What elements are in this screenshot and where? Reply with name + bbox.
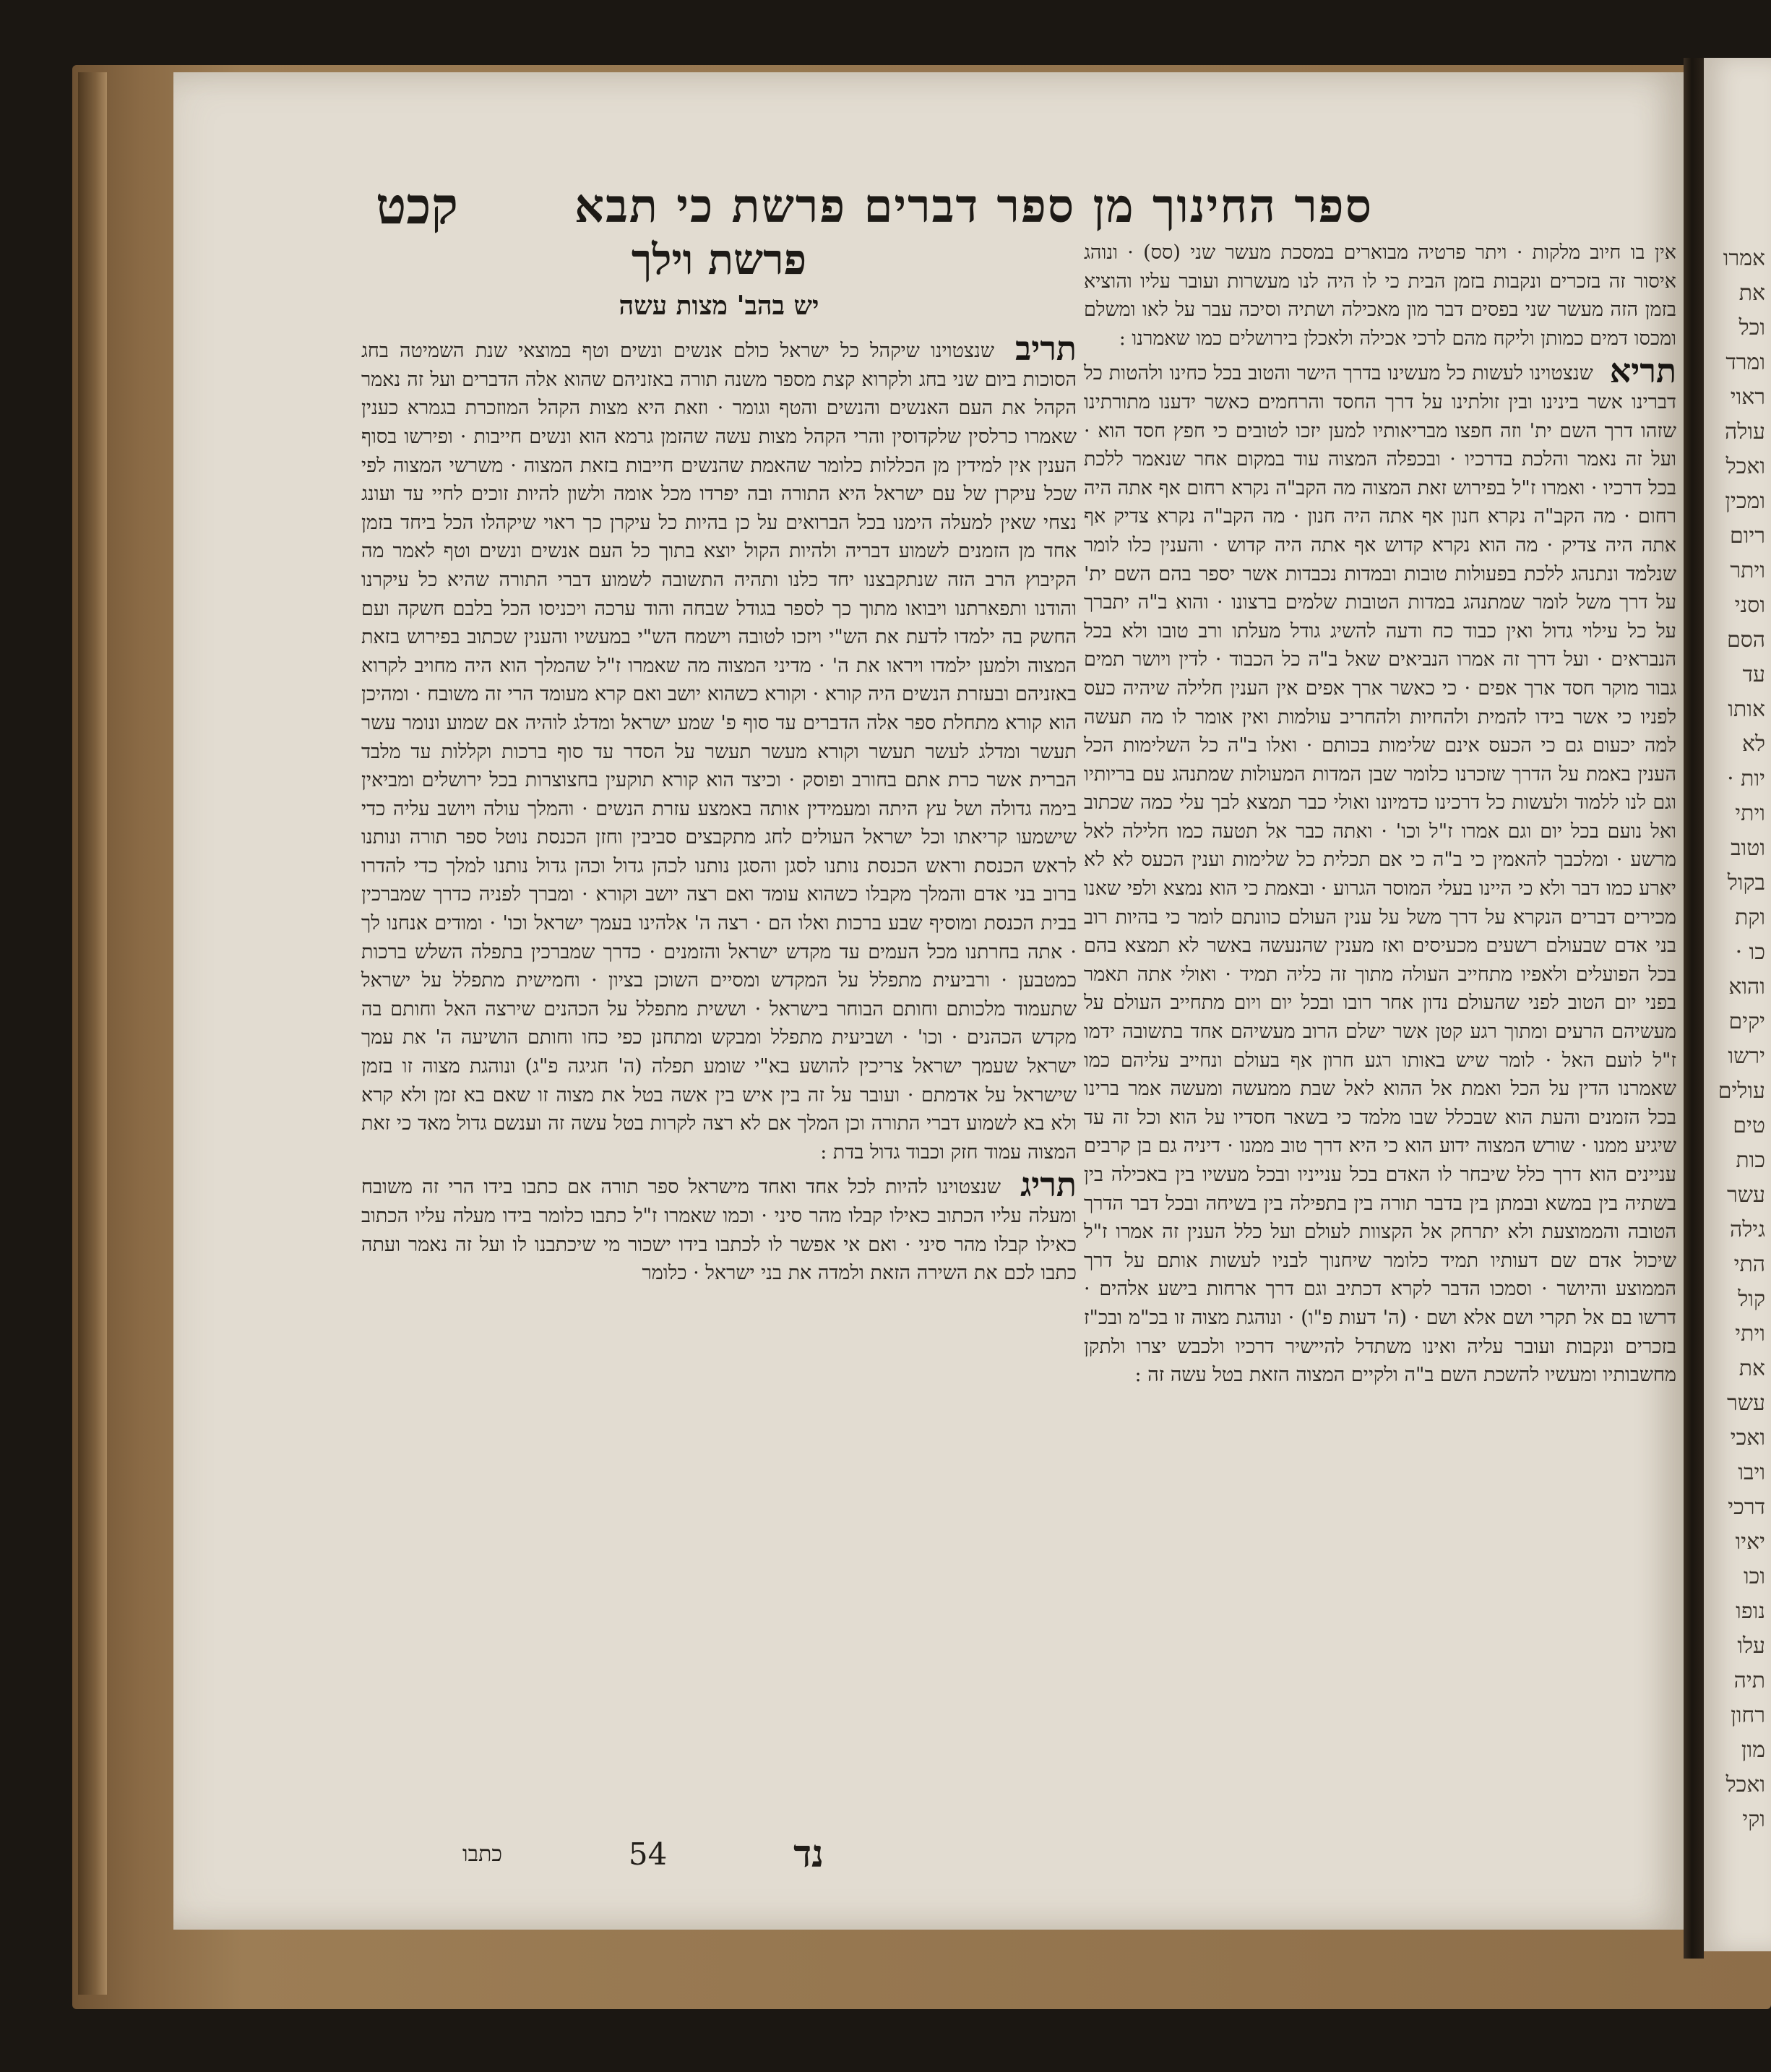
parashah-title: פרשת וילך <box>631 235 807 284</box>
verso-edge-line: עלו <box>1737 1633 1765 1659</box>
catchword: כתבו <box>462 1841 503 1867</box>
verso-edge-line: וקי <box>1742 1807 1765 1832</box>
verso-edge-line: כו · <box>1735 940 1765 965</box>
verso-edge-line: קול <box>1738 1286 1765 1312</box>
folio-number: קכט <box>376 176 458 236</box>
mitzvah-613-number: תריג <box>1020 1165 1077 1205</box>
verso-edge-line: יות · <box>1727 766 1765 791</box>
verso-edge-line: וכל <box>1738 315 1765 340</box>
verso-edge-line: טים <box>1733 1113 1765 1138</box>
mitzvah-611-text: שנצטוינו לעשות כל מעשינו בדרך הישר והטוב בכל כחינו ולהטות כל דברינו אשר בינינו ובין זולתינו על דרך החסד והרחמים כאשר ידענו מתורתינו שזהו דרך השם ית' וזה חפצו מבריאותיו למען יזכו לטובים כי חפץ חסד הוא · ועל זה נאמר והלכת בדרכיו · ובכפלה המצוה עוד במקום אחר שנאמר ללכת בכל דרכיו · ואמרו ז"ל בפירוש זאת המצוה מה הקב"ה נקרא רחום אף אתה היה רחום · מה הקב"ה נקרא חנון אף אתה היה חנון · מה הקב"ה נקרא צדיק אף אתה היה צדיק · מה הוא נקרא קדוש אף אתה היה קדוש · והענין כלו לומר שנלמד ונתנהג ללכת בפעולות טובות ובמדות נכבדות אשר יספר בהם השם ית' על דרך משל לומר שמתנהג במדות הטובות שלמים ברצונו · והוא ב"ה יתברך על כל עילוי גדול ואין כבוד כח ודעה להשיג גודל מעלתו ורב טובו ולא בכל הנבראים · ועל דרך זה אמרו הנביאים שאל ב"ה כל הכבוד · לדין ויושר תמים גבור מוקר חסד ארך אפים · כי כאשר ארך אפים אין הענין חלילה שיהיה כעס לפניו כי אשר בידו להמית ולהחיות ולהחריב עולמות ואין אומר לו מה תעשה למה יכעום גם כי הכעס אינם שלימות בכותם · ואלו ב"ה כל השלימות הכל הענין באמת על הדרך שזכרנו כלומר שבן המדות המעולות שמתנהג עם בריותיו וגם לנו ללמוד ולעשות כל דרכינו כדמיונו ואולי כבר תמצא לבך עלי כמה שכתוב ואל נועם בכל יום וגם אמרו ז"ל וכו' · ואתה כבר אל תטעה כמו חלילה לאל מרשע · ומלכבך להאמין כי ב"ה כי אם תכלית כל שלימות וענין הכעס לא לא יארע כמו דבר ולא כי היינו בעלי המוסר הגרוע · ובאמת כי הוא נמצא ולפי שאנו מכירים דברים הנקרא על דרך משל על ענין העולם כוונתם לומר כי בהיות רוב בני אדם שבעולם רשעים מכעיסים ואז מענין שהנעשה באשר לא תמצא בהם בכל הפועלים ולאפיו מתחייב העולה מתוך זה כליה תמיד · ואולי אתה תאמר בפני יום הטוב לפני שהעולם נדון אחר רובו ובכל יום ויום מתחייב העולם על מעשיהם הרעים ומתוך רגע קטן אשר ישלם הרוב מעשיהם אחד בתשובה ידמו ז"ל לועם האל · לומר שיש באותו רגע חרון אף בעולם ונחייב עליהם כמו שאמרנו הדין על הכל ואמת אל ההוא לאל שבת ממעשה ומעשה אמר ברינו בכל הזמנים והעת הוא שבכלל שבו מלמד כי בשאר חסדיו על הוא וכל זה עד שיגיע ממנו · שורש המצוה ידוע הוא כי היא דרך טוב ממנו · דיניה גם בן קרבים עניינים הוא דרך כלל שיבחר לו האדם בכל ענייניו ובכל מעשיו בין באכילה בין בשתיה בין במשא ובמתן בין בדבר תורה בין בתפילה בין בשיחה ובכל דבר הדרך הטובה והממוצעת ולא יתרחק אל הקצוות לעולם ועל כלל הענין זה אמרו ז"ל שיכול אדם שם דעותיו תמיד כלומר שיחנוך לבניו לעשות אותם על דרך הממוצע והיושר · וסמכו הדבר לקרא דכתיב וגם דרך ארחות בישע אלהים · דרשו בם אל תקרי ושם אלא ושם · (ה' דעות פ"ו) · ונוהגת מצוה זו בכ"מ ובכ"ז בזכרים ונקבות ועובר עליה ואינו משתדל להיישיר דרכיו ולכבש יצרו ולתקן מחשבותיו ומעשיו להשכת השם ב"ה ולקיים המצוה הזאת בטל עשה זה : <box>1084 362 1676 1387</box>
parashah-subtitle: יש בהב' מצות עשה <box>619 290 819 321</box>
right-text-column <box>1069 238 1676 1756</box>
verso-edge-line: הסם <box>1726 627 1765 653</box>
book-spine-edge <box>78 72 107 1995</box>
verso-edge-line: ומכין <box>1725 489 1765 514</box>
verso-edge-line: ואכל <box>1725 454 1765 479</box>
verso-edge-line: ויתר <box>1730 558 1765 583</box>
mitzvah-612-number: תריב <box>1015 329 1077 369</box>
verso-edge-line: דרכי <box>1728 1495 1765 1520</box>
verso-edge-line: עולה <box>1725 419 1765 444</box>
verso-edge-line: עולים <box>1718 1078 1765 1104</box>
verso-edge-line: אמרו <box>1723 246 1765 271</box>
page-gutter <box>1684 58 1704 1959</box>
verso-edge-line: והוא <box>1728 974 1765 1000</box>
running-title: ספר החינוך מן ספר דברים פרשת כי תבא <box>574 179 1373 233</box>
verso-edge-line: וכו <box>1743 1564 1765 1589</box>
verso-edge-line: תיה <box>1733 1668 1765 1693</box>
verso-edge-line: ואכי <box>1730 1425 1765 1450</box>
verso-edge-line: את <box>1738 1356 1765 1381</box>
verso-edge-line: וסני <box>1734 593 1765 618</box>
mitzvah-612-text: שנצטוינו שיקהל כל ישראל כולם אנשים ונשים וטף במוצאי שנת השמיטה בחג הסוכות ביום שני בחג ולקרוא קצת מספר משנה תורה באזניהם שהוא אלה הדברים ועל זה נאמר הקהל את העם האנשים והנשים והטף וגומר · וזאת היא מצות הקהל המוזכרת בגמרא כענין שאמרו כרלסין שלקדוסין והרי הקהל מצות עשה שהזמן גרמא הוא ונשים חייבות · ופירשו בסוף הענין אין למידין מן הכללות כלומר שהאמת שהנשים חייבות בזאת המצוה · משרשי המצוה לפי שכל עיקרן של עם ישראל היא התורה ובה יפרדו מכל אומה ולשון להיות זוכים לחיי עד ועונג נצחי שאין למעלה הימנו בכל הברואים על כן בהיות כל עיקרן כך ראוי שיקהלו הכל ביחד בזמן אחד מן הזמנים לשמוע דבריה ולהיות הקול יוצא בתוך כל העם אנשים ונשים וטף לאמר מה הקיבוץ הרב הזה שנתקבצנו יחד כלנו ותהיה התשובה לשמוע דברי התורה שהיא כל עיקרנו והודנו ותפארתנו ויבואו מתוך כך לספר בגודל שבחה והוד ערכה ויכניסו הכל בלבם חשקה ועם החשק בה ילמדו לדעת את הש"י ויזכו לטובה וישמח הש"י במעשיו והענין שכתוב בפירוש בזאת המצוה ולמען ילמדו ויראו את ה' · מדיני המצוה מה שאמרו ז"ל שהמלך הוא היה מחויב לקרוא באזניהם ובעזרת הנשים היה קורא · וקורא כשהוא יושב ואם קרא מעומד הרי זה משובח · ומהיכן הוא קורא מתחלת ספר אלה הדברים עד סוף פ' שמע ישראל ומדלג לוהיה אם שמוע ונומר עשר תעשר ומדלג לעשר תעשר וקורא מעשר תעשר על הסדר עד סוף ברכות וקללות עד מלבד הברית אשר כרת אתם בחורב ופוסק · וכיצד הוא קורא תוקעין בחצוצרות בכל ירושלים ומביאין בימה גדולה ושל עץ היתה ומעמידין אותה באמצע עזרת הנשים · והמלך עולה ויושב עליה כדי שישמעו קריאתו וכל ישראל העולים לחג מתקבצים סביבין וחזן הכנסת נוטל ספר תורה ונותנו לראש הכנסת וראש הכנסת נותנו לסגן והסגן נותנו לכהן גדול וכהן גדול נותנו למלך כדי להדרו ברוב בני אדם והמלך מקבלו כשהוא עומד ואם רצה יושב וקורא · ומברך לפניה כדרך שמברכין בבית הכנסת ומוסיף שבע ברכות ואלו הם · רצה ה' אלהינו בעמך ישראל וכו' · ומודים אנחנו לך · אתה בחרתנו מכל העמים עד מקדש ישראל והזמנים · כדרך שמברכין בתפלה השלש ברכות כמטבען · ורביעית מתפלל על המקדש ומסיים השוכן בציון · וחמישית מתפלל על ישראל שתעמוד מלכותם וחותם הבוחר בישראל · וששית מתפלל על הכהנים שירצה האל וחותם בה מקדש הכהנים · וכו' · ושביעית מתפלל ומבקש ומתחנן כפי כחו וחותם הושיעה ה' את עמך ישראל שעמך ישראל צריכין להושע בא"י שומע תפלה (ה' חגיגה פ"ג) ונוהגת מצוה זו בזמן שישראל על אדמתם · ועובר על זה בין איש בין אשה בטל את מצוה זו שאם בא זמן ולא קרא ולא בא לשמוע דברי התורה וכן המלך אם לא רצה לקרות בטל עשה זה וענשם גדול מאד כי זאת המצוה עמוד חזק וכבוד גדול בדת : <box>361 340 1077 1164</box>
page-footer <box>462 1832 824 1875</box>
mitzvah-611-number: תריא <box>1609 351 1676 391</box>
verso-edge-line: ויתי <box>1735 801 1765 826</box>
verso-edge-line: וקת <box>1734 905 1765 930</box>
verso-edge-line: ומרד <box>1725 350 1765 375</box>
verso-edge-line: עד <box>1742 662 1765 687</box>
verso-edge-line: ירשו <box>1728 1044 1765 1069</box>
verso-edge-line: ריום <box>1730 523 1765 549</box>
verso-edge-line: עשר <box>1727 1182 1765 1208</box>
verso-edge-line: וטוב <box>1731 835 1765 861</box>
mitzvah-611-block <box>1084 351 1676 1389</box>
signature-mark: נד <box>793 1831 824 1876</box>
verso-edge-line: לא <box>1741 731 1765 757</box>
verso-edge-line: אותו <box>1728 697 1765 722</box>
verso-edge-line: את <box>1738 280 1765 306</box>
verso-edge-line: נופו <box>1736 1599 1765 1624</box>
mitzvah-613-text: שנצטוינו להיות לכל אחד ואחד מישראל ספר תורה אם כתבו בידו הרי זה משובח ומעלה עליו הכתוב כאילו קבלו מהר סיני · וכמו שאמרו ז"ל כתבו כלומר בידו מעלה עליו הכתוב כאילו קבלו מהר סיני · ואם אי אפשר לו לכתבו בידו ישכור מי שיכתבנו לו ועל זה נאמר ועתה כתבו לכם את השירה הזאת ולמדה את בני ישראל · כלומר <box>361 1176 1077 1285</box>
verso-edge-line: גילה <box>1729 1217 1765 1242</box>
verso-edge-line: התי <box>1733 1252 1765 1277</box>
right-page-edge <box>1704 58 1771 1951</box>
verso-edge-line: רחון <box>1731 1703 1765 1728</box>
left-text-column <box>361 235 1084 1763</box>
verso-edge-line: עשר <box>1727 1390 1765 1416</box>
verso-edge-line: ויבו <box>1738 1460 1765 1485</box>
verso-edge-line: בקול <box>1727 870 1765 895</box>
verso-edge-line: ראוי <box>1730 384 1765 410</box>
verso-edge-line: יקים <box>1728 1009 1765 1034</box>
page-header <box>376 173 1373 238</box>
verso-edge-line: ויתי <box>1735 1321 1765 1346</box>
mitzvah-612-block <box>361 329 1077 1166</box>
handwritten-page-number: 54 <box>628 1836 668 1872</box>
verso-edge-line: כות <box>1736 1148 1765 1173</box>
column-intro-text: אין בו חיוב מלקות · ויתר פרטיה מבוארים במסכת מעשר שני (סס) · ונוהג איסור זה בזכרים ונקבות בזמן הבית כי לו היה לנו מעשרות ועובר עליו והוציא בזמן הזה מעשר שני בפסים דבר מון מאכילה ושתיה וסיכה עבר על לאו ומשלם ומכסו דמים כמותן וליקח מהם לרכי אכילה ולאכלן בירושלים כמו שאמרנו : <box>1084 241 1676 350</box>
verso-edge-line: מון <box>1741 1737 1765 1763</box>
mitzvah-613-block <box>361 1165 1077 1287</box>
verso-edge-line: ואכל <box>1725 1772 1765 1797</box>
verso-edge-line: יאיו <box>1735 1529 1765 1555</box>
